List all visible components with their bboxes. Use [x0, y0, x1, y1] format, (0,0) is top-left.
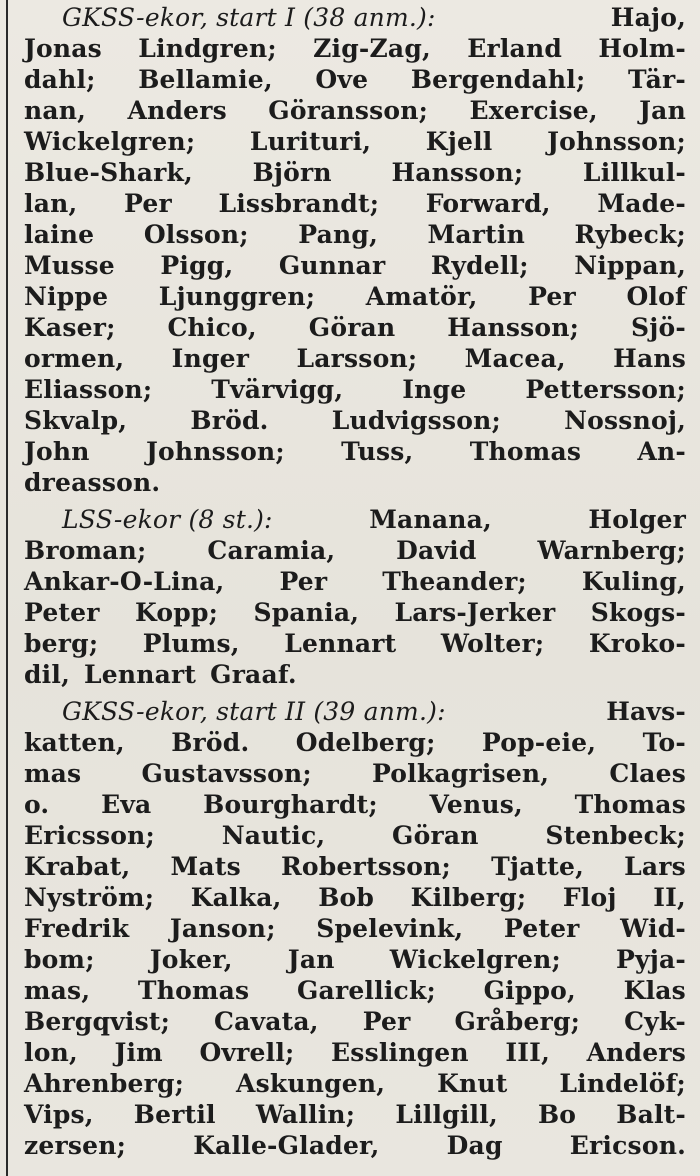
word: Rybeck; [574, 220, 686, 249]
word: Lars-Jerker [394, 598, 556, 627]
text-line [24, 188, 686, 219]
word: Graaf. [210, 660, 297, 689]
word: Spelevink, [316, 914, 464, 943]
text-line [24, 281, 686, 312]
word: Thomas [574, 790, 686, 819]
text-line [24, 659, 686, 690]
word: Hans [613, 344, 686, 373]
word: Per [279, 567, 328, 596]
text-line [24, 374, 686, 405]
word: Göran [392, 821, 479, 850]
word: katten, [24, 728, 125, 757]
word: Krabat, [24, 852, 131, 881]
word: Odelberg; [295, 728, 436, 757]
word: Kalka, [190, 883, 282, 912]
word: Ahrenberg; [24, 1069, 185, 1098]
word: Tvärvigg, [211, 375, 344, 404]
word: Lillkul- [582, 158, 686, 187]
text-line [24, 33, 686, 64]
word: Eva [101, 790, 152, 819]
word: Erland [467, 34, 563, 63]
text-line [24, 566, 686, 597]
text-line [24, 2, 686, 33]
word: Bröd. [190, 406, 269, 435]
word: dreasson. [24, 468, 161, 497]
text-line [24, 157, 686, 188]
text-line [24, 1006, 686, 1037]
text-line [24, 504, 686, 535]
word: Kuling, [581, 567, 686, 596]
word: dil, [24, 660, 70, 689]
word: bom; [24, 945, 95, 974]
word: Bellamie, [138, 65, 273, 94]
text-line [24, 1130, 686, 1161]
word: Hansson; [447, 313, 580, 342]
word: Askungen, [235, 1069, 386, 1098]
text-line [24, 405, 686, 436]
word: Claes [609, 759, 686, 788]
word: Cavata, [214, 1007, 319, 1036]
word: Balt- [616, 1100, 686, 1129]
text-line [24, 467, 686, 498]
word: Wickelgren; [389, 945, 561, 974]
word: Inger [171, 344, 250, 373]
word: Wid- [620, 914, 686, 943]
word: Macea, [464, 344, 566, 373]
word: Made- [597, 189, 686, 218]
word: Gippo, [483, 976, 576, 1005]
word: Jan [639, 96, 686, 125]
word: Blue-Shark, [24, 158, 193, 187]
word: Caramia, [207, 536, 336, 565]
text-line [24, 882, 686, 913]
word: Holger [588, 505, 686, 534]
word: Forward, [425, 189, 551, 218]
word: Ovrell; [199, 1038, 295, 1067]
word: Dag [446, 1131, 503, 1160]
word: Gustavsson; [141, 759, 312, 788]
word: Tär- [628, 65, 686, 94]
word: Fredrik [24, 914, 130, 943]
word: Bergendahl; [410, 65, 586, 94]
word: Nossnoj, [564, 406, 686, 435]
word: Nautic, [221, 821, 326, 850]
text-line [24, 1068, 686, 1099]
word: Lurituri, [249, 127, 372, 156]
word: Gråberg; [454, 1007, 581, 1036]
word: Bo [537, 1100, 577, 1129]
column-rule [6, 0, 8, 1176]
text-line [24, 1099, 686, 1130]
text-line [24, 250, 686, 281]
word: Kjell [425, 127, 493, 156]
word: Jan [287, 945, 335, 974]
word: Per [124, 189, 172, 218]
word: Broman; [24, 536, 147, 565]
section-1 [24, 2, 686, 498]
text-line [24, 219, 686, 250]
word: Robertsson; [280, 852, 451, 881]
word: Lennart [284, 629, 397, 658]
word: Göran [308, 313, 396, 342]
word: Garellick; [297, 976, 436, 1005]
word: Polkagrisen, [371, 759, 550, 788]
word: Spania, [253, 598, 360, 627]
word: lon, [24, 1038, 78, 1067]
word: Pop-eie, [481, 728, 597, 757]
word: zersen; [24, 1131, 127, 1160]
word: Göransson; [268, 96, 429, 125]
word: o. [24, 790, 50, 819]
word: Björn [252, 158, 332, 187]
text-line [24, 628, 686, 659]
word: Theander; [382, 567, 527, 596]
word: Sjö- [631, 313, 686, 342]
word: Nippe [24, 282, 109, 311]
word: Plums, [142, 629, 240, 658]
word: Bröd. [171, 728, 250, 757]
word: Joker, [149, 945, 233, 974]
word: Lindgren; [138, 34, 277, 63]
word: Bob [318, 883, 375, 912]
section-heading: LSS-ekor (8 st.): [62, 505, 273, 534]
word: Manana, [369, 505, 492, 534]
word: To- [642, 728, 686, 757]
word: Lissbrandt; [218, 189, 380, 218]
word: Lennart [83, 660, 197, 689]
text-line [24, 727, 686, 758]
word: David [396, 536, 477, 565]
word: Kilberg; [410, 883, 527, 912]
word: Bourghardt; [203, 790, 378, 819]
word: Esslingen [331, 1038, 469, 1067]
word: Jim [114, 1038, 163, 1067]
word: Cyk- [624, 1007, 686, 1036]
word: Exercise, [469, 96, 598, 125]
text-line [24, 944, 686, 975]
word: mas [24, 759, 82, 788]
word: Lars [624, 852, 686, 881]
word: Johnsson; [145, 437, 285, 466]
word: Peter [503, 914, 580, 943]
word: Mats [170, 852, 241, 881]
word: Thomas [469, 437, 582, 466]
text-line [24, 312, 686, 343]
text-line [24, 436, 686, 467]
text-line [24, 820, 686, 851]
word: Chico, [167, 313, 257, 342]
text-line [24, 696, 686, 727]
text-column [24, 2, 686, 1167]
word: Inge [402, 375, 467, 404]
word: Larsson; [296, 344, 418, 373]
word: Wickelgren; [24, 127, 196, 156]
word: Olof [626, 282, 686, 311]
word: Kopp; [135, 598, 219, 627]
word: John [24, 437, 90, 466]
word: Martin [427, 220, 525, 249]
word: III, [505, 1038, 550, 1067]
word: Klas [623, 976, 686, 1005]
section-3 [24, 696, 686, 1161]
word: Lillgill, [395, 1100, 498, 1129]
word: Per [528, 282, 576, 311]
section-2 [24, 504, 686, 690]
word: Wolter; [440, 629, 545, 658]
word: Skvalp, [24, 406, 128, 435]
word: Pyja- [616, 945, 686, 974]
text-line [24, 597, 686, 628]
word: Nyström; [24, 883, 155, 912]
word: Holm- [598, 34, 686, 63]
word: Pang, [298, 220, 378, 249]
word: Ankar-O-Lina, [24, 567, 225, 596]
text-line [24, 758, 686, 789]
text-line [24, 64, 686, 95]
word: Lindelöf; [559, 1069, 686, 1098]
word: berg; [24, 629, 99, 658]
word: lan, [24, 189, 78, 218]
word: Bergqvist; [24, 1007, 171, 1036]
word: Per [362, 1007, 411, 1036]
text-line [24, 95, 686, 126]
word: Pettersson; [525, 375, 686, 404]
word: Olsson; [143, 220, 249, 249]
word: Jonas [24, 34, 102, 63]
word: An- [637, 437, 686, 466]
word: Johnsson; [547, 127, 686, 156]
word: Tuss, [341, 437, 414, 466]
text-line [24, 343, 686, 374]
word: Kalle-Glader, [193, 1131, 380, 1160]
section-heading: GKSS-ekor, start I (38 anm.): [62, 3, 436, 32]
word: Stenbeck; [545, 821, 686, 850]
word: Floj [562, 883, 617, 912]
word: Pigg, [160, 251, 234, 280]
text-line [24, 975, 686, 1006]
word: mas, [24, 976, 91, 1005]
word: Warnberg; [537, 536, 686, 565]
word: Knut [437, 1069, 508, 1098]
text-line [24, 1037, 686, 1068]
word: Wallin; [255, 1100, 356, 1129]
word: Kaser; [24, 313, 116, 342]
word: Venus, [429, 790, 523, 819]
word: Kroko- [588, 629, 686, 658]
word: Ove [315, 65, 369, 94]
word: Thomas [137, 976, 250, 1005]
word: Tjatte, [491, 852, 585, 881]
word: ormen, [24, 344, 125, 373]
text-line [24, 789, 686, 820]
text-line [24, 851, 686, 882]
text-line [24, 913, 686, 944]
word: laine [24, 220, 95, 249]
word: Eliasson; [24, 375, 153, 404]
word: Anders [586, 1038, 686, 1067]
word: Nippan, [574, 251, 686, 280]
word: Janson; [169, 914, 276, 943]
section-heading: GKSS-ekor, start II (39 anm.): [62, 697, 446, 726]
word: Ericsson; [24, 821, 155, 850]
word: Ludvigsson; [331, 406, 501, 435]
word: Amatör, [365, 282, 478, 311]
word: nan, [24, 96, 87, 125]
word: Hansson; [391, 158, 524, 187]
word: Anders [127, 96, 227, 125]
word: Havs- [606, 697, 686, 726]
word: Musse [24, 251, 115, 280]
word: Ericson. [569, 1131, 686, 1160]
word: Ljunggren; [158, 282, 316, 311]
text-line [24, 126, 686, 157]
word: Bertil [133, 1100, 216, 1129]
word: Gunnar [278, 251, 386, 280]
word: Peter [24, 598, 100, 627]
word: Skogs- [590, 598, 686, 627]
word: Vips, [24, 1100, 94, 1129]
word: dahl; [24, 65, 96, 94]
word: Rydell; [430, 251, 529, 280]
word: Zig-Zag, [313, 34, 431, 63]
word: Hajo, [610, 3, 686, 32]
text-line [24, 535, 686, 566]
word: II, [653, 883, 686, 912]
